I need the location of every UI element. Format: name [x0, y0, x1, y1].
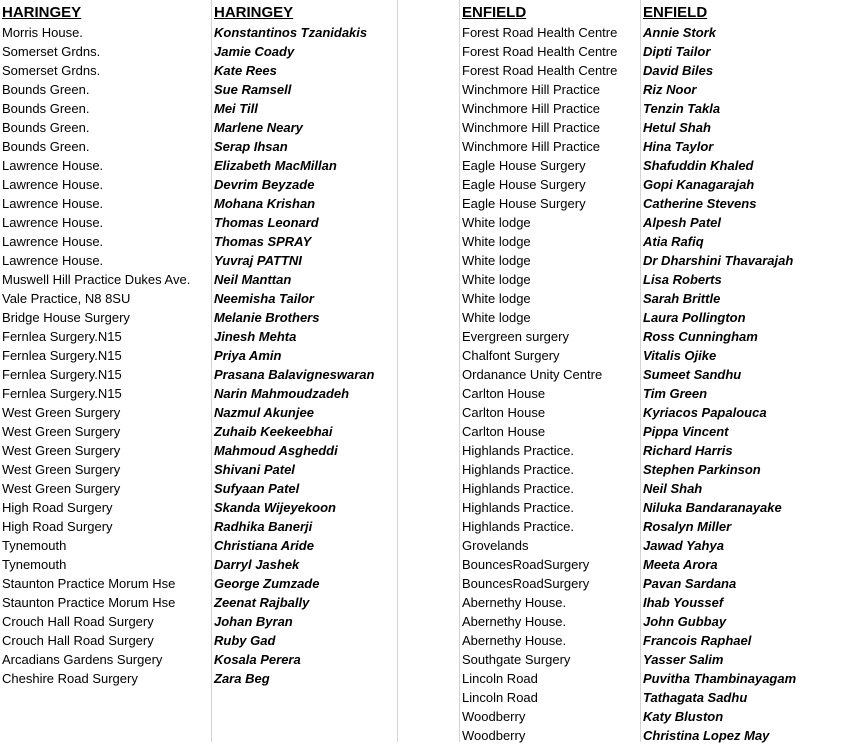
enfield-name-cell[interactable]: Lisa Roberts [643, 272, 722, 287]
haringey-name-cell[interactable]: Thomas Leonard [214, 215, 319, 230]
enfield-practice-cell[interactable]: Winchmore Hill Practice [462, 82, 600, 97]
enfield-name-cell[interactable]: Stephen Parkinson [643, 462, 761, 477]
haringey-name-cell[interactable]: Konstantinos Tzanidakis [214, 25, 368, 40]
enfield-name-cell[interactable]: Atia Rafiq [643, 234, 704, 249]
haringey-name-cell[interactable]: Thomas SPRAY [214, 234, 312, 249]
table-row [0, 688, 855, 707]
haringey-name-cell[interactable]: Zuhaib Keekeebhai [214, 424, 333, 439]
haringey-practice-cell[interactable]: Crouch Hall Road Surgery [2, 614, 154, 629]
column-header-enfield-practice[interactable]: ENFIELD [462, 4, 527, 21]
column-header-haringey-name[interactable]: HARINGEY [214, 4, 294, 21]
enfield-name-cell[interactable]: Francois Raphael [643, 633, 752, 648]
enfield-name-cell[interactable]: Rosalyn Miller [643, 519, 732, 534]
haringey-name-cell[interactable]: Jamie Coady [214, 44, 295, 59]
haringey-practice-cell[interactable]: Bounds Green. [2, 139, 90, 154]
enfield-practice-cell[interactable]: Chalfont Surgery [462, 348, 560, 363]
enfield-name-cell[interactable]: Ihab Youssef [643, 595, 724, 610]
haringey-name-cell[interactable] [212, 707, 398, 726]
table-row [0, 631, 855, 650]
table-row [0, 612, 855, 631]
enfield-name-cell[interactable]: Pippa Vincent [643, 424, 729, 439]
enfield-name-cell[interactable]: Tenzin Takla [643, 101, 721, 116]
enfield-name-cell[interactable]: Annie Stork [643, 25, 716, 40]
enfield-name-cell[interactable]: Neil Shah [643, 481, 703, 496]
haringey-name-cell[interactable]: Narin Mahmoudzadeh [214, 386, 350, 401]
haringey-practice-cell[interactable] [0, 688, 212, 707]
haringey-name-cell[interactable]: Skanda Wijeyekoon [214, 500, 336, 515]
haringey-name-cell[interactable]: Ruby Gad [214, 633, 276, 648]
haringey-practice-cell[interactable]: West Green Surgery [2, 443, 121, 458]
haringey-name-cell[interactable]: Prasana Balavigneswaran [214, 367, 375, 382]
haringey-practice-cell[interactable]: Muswell Hill Practice Dukes Ave. [2, 272, 191, 287]
haringey-practice-cell[interactable]: Vale Practice, N8 8SU [2, 291, 131, 306]
haringey-name-cell[interactable]: Kate Rees [214, 63, 277, 78]
enfield-name-cell[interactable]: Puvitha Thambinayagam [643, 671, 797, 686]
haringey-name-cell[interactable]: Yuvraj PATTNI [214, 253, 302, 268]
haringey-practice-cell[interactable]: Somerset Grdns. [2, 44, 101, 59]
enfield-name-cell[interactable]: Kyriacos Papalouca [643, 405, 767, 420]
table-row [0, 137, 855, 156]
table-row [0, 61, 855, 80]
column-header-enfield-name[interactable]: ENFIELD [643, 4, 708, 21]
haringey-name-cell[interactable]: Mohana Krishan [214, 196, 316, 211]
haringey-practice-cell[interactable]: Staunton Practice Morum Hse [2, 595, 176, 610]
haringey-name-cell[interactable]: Radhika Banerji [214, 519, 313, 534]
haringey-practice-cell[interactable]: Lawrence House. [2, 177, 104, 192]
haringey-practice-cell[interactable]: West Green Surgery [2, 481, 121, 496]
haringey-practice-cell[interactable]: Lawrence House. [2, 215, 104, 230]
table-row [0, 403, 855, 422]
haringey-practice-cell[interactable]: Tynemouth [2, 557, 67, 572]
table-row [0, 99, 855, 118]
enfield-name-cell[interactable]: Dr Dharshini Thavarajah [643, 253, 794, 268]
enfield-name-cell[interactable]: Sumeet Sandhu [643, 367, 742, 382]
haringey-name-cell[interactable]: Kosala Perera [214, 652, 301, 667]
enfield-name-cell[interactable]: Shafuddin Khaled [643, 158, 754, 173]
enfield-practice-cell[interactable]: Abernethy House. [462, 595, 567, 610]
enfield-name-cell[interactable]: Katy Bluston [643, 709, 724, 724]
table-row [0, 574, 855, 593]
haringey-name-cell[interactable]: Zeenat Rajbally [214, 595, 310, 610]
enfield-practice-cell[interactable]: Winchmore Hill Practice [462, 120, 600, 135]
haringey-practice-cell[interactable]: High Road Surgery [2, 519, 113, 534]
haringey-name-cell[interactable]: Mahmoud Asgheddi [214, 443, 338, 458]
enfield-practice-cell[interactable]: Highlands Practice. [462, 519, 574, 534]
haringey-practice-cell[interactable]: Somerset Grdns. [2, 63, 101, 78]
enfield-practice-cell[interactable]: Eagle House Surgery [462, 158, 586, 173]
enfield-name-cell[interactable]: Hetul Shah [643, 120, 711, 135]
table-row [0, 118, 855, 137]
enfield-practice-cell[interactable]: BouncesRoadSurgery [462, 557, 590, 572]
table-row [0, 156, 855, 175]
enfield-practice-cell[interactable]: White lodge [462, 291, 531, 306]
enfield-practice-cell[interactable]: Eagle House Surgery [462, 196, 586, 211]
table-row [0, 80, 855, 99]
enfield-practice-cell[interactable]: Winchmore Hill Practice [462, 101, 600, 116]
table-row [0, 327, 855, 346]
haringey-name-cell[interactable]: Neil Manttan [214, 272, 292, 287]
haringey-practice-cell[interactable]: Fernlea Surgery.N15 [2, 367, 122, 382]
haringey-name-cell[interactable]: Nazmul Akunjee [214, 405, 314, 420]
haringey-name-cell[interactable]: Melanie Brothers [214, 310, 320, 325]
haringey-name-cell[interactable]: George Zumzade [214, 576, 320, 591]
table-row [0, 726, 855, 745]
haringey-practice-cell[interactable]: Fernlea Surgery.N15 [2, 386, 122, 401]
enfield-name-cell[interactable]: Richard Harris [643, 443, 733, 458]
enfield-practice-cell[interactable]: Abernethy House. [462, 633, 567, 648]
enfield-name-cell[interactable]: John Gubbay [643, 614, 727, 629]
enfield-practice-cell[interactable]: Lincoln Road [462, 671, 538, 686]
haringey-practice-cell[interactable]: Bounds Green. [2, 101, 90, 116]
table-row [0, 650, 855, 669]
enfield-name-cell[interactable]: Tim Green [643, 386, 708, 401]
haringey-practice-cell[interactable]: West Green Surgery [2, 462, 121, 477]
enfield-name-cell[interactable]: Meeta Arora [643, 557, 718, 572]
enfield-practice-cell[interactable]: Evergreen surgery [462, 329, 569, 344]
enfield-practice-cell[interactable]: Highlands Practice. [462, 500, 574, 515]
enfield-practice-cell[interactable]: White lodge [462, 234, 531, 249]
haringey-practice-cell[interactable] [0, 726, 212, 745]
table-row [0, 213, 855, 232]
enfield-name-cell[interactable]: Christina Lopez May [643, 728, 770, 743]
enfield-practice-cell[interactable]: BouncesRoadSurgery [462, 576, 590, 591]
enfield-name-cell[interactable]: Sarah Brittle [643, 291, 721, 306]
enfield-practice-cell[interactable]: Woodberry [462, 728, 526, 743]
table-row [0, 365, 855, 384]
haringey-practice-cell[interactable]: Morris House. [2, 25, 83, 40]
enfield-name-cell[interactable]: Laura Pollington [643, 310, 746, 325]
haringey-practice-cell[interactable] [0, 707, 212, 726]
enfield-practice-cell[interactable]: Southgate Surgery [462, 652, 571, 667]
enfield-practice-cell[interactable]: Carlton House [462, 386, 546, 401]
enfield-practice-cell[interactable]: Forest Road Health Centre [462, 25, 618, 40]
haringey-practice-cell[interactable]: Arcadians Gardens Surgery [2, 652, 163, 667]
table-row [0, 441, 855, 460]
enfield-practice-cell[interactable]: White lodge [462, 310, 531, 325]
haringey-name-cell[interactable]: Christiana Aride [214, 538, 314, 553]
haringey-practice-cell[interactable]: Lawrence House. [2, 253, 104, 268]
table-row [0, 42, 855, 61]
enfield-practice-cell[interactable]: Carlton House [462, 405, 546, 420]
haringey-practice-cell[interactable]: Staunton Practice Morum Hse [2, 576, 176, 591]
haringey-practice-cell[interactable]: Bounds Green. [2, 120, 90, 135]
table-row [0, 669, 855, 688]
table-row [0, 707, 855, 726]
table-row [0, 593, 855, 612]
table-row [0, 23, 855, 42]
haringey-practice-cell[interactable]: Lawrence House. [2, 234, 104, 249]
column-header-haringey-practice[interactable]: HARINGEY [2, 4, 82, 21]
enfield-name-cell[interactable]: Riz Noor [643, 82, 697, 97]
enfield-practice-cell[interactable]: Woodberry [462, 709, 526, 724]
haringey-name-cell[interactable]: Sue Ramsell [214, 82, 292, 97]
haringey-practice-cell[interactable]: Cheshire Road Surgery [2, 671, 138, 686]
enfield-practice-cell[interactable]: Ordanance Unity Centre [462, 367, 603, 382]
haringey-practice-cell[interactable]: Fernlea Surgery.N15 [2, 348, 122, 363]
haringey-practice-cell[interactable]: West Green Surgery [2, 405, 121, 420]
enfield-name-cell[interactable]: Jawad Yahya [643, 538, 724, 553]
haringey-name-cell[interactable] [212, 688, 398, 707]
enfield-practice-cell[interactable]: Highlands Practice. [462, 443, 574, 458]
haringey-name-cell[interactable]: Darryl Jashek [214, 557, 300, 572]
enfield-name-cell[interactable]: Hina Taylor [643, 139, 714, 154]
table-row [0, 498, 855, 517]
enfield-practice-cell[interactable]: White lodge [462, 253, 531, 268]
table-row [0, 536, 855, 555]
enfield-practice-cell[interactable]: White lodge [462, 272, 531, 287]
table-row [0, 460, 855, 479]
table-row [0, 289, 855, 308]
haringey-practice-cell[interactable]: West Green Surgery [2, 424, 121, 439]
enfield-name-cell[interactable]: Ross Cunningham [643, 329, 758, 344]
table-row [0, 384, 855, 403]
table-row [0, 479, 855, 498]
haringey-practice-cell[interactable]: Tynemouth [2, 538, 67, 553]
haringey-practice-cell[interactable]: Bridge House Surgery [2, 310, 130, 325]
table-row [0, 175, 855, 194]
enfield-practice-cell[interactable]: Highlands Practice. [462, 481, 574, 496]
enfield-name-cell[interactable]: Catherine Stevens [643, 196, 757, 211]
enfield-name-cell[interactable]: Yasser Salim [643, 652, 724, 667]
enfield-practice-cell[interactable]: Forest Road Health Centre [462, 63, 618, 78]
enfield-practice-cell[interactable]: Abernethy House. [462, 614, 567, 629]
table-row [0, 346, 855, 365]
haringey-practice-cell[interactable]: Fernlea Surgery.N15 [2, 329, 122, 344]
haringey-practice-cell[interactable]: Lawrence House. [2, 196, 104, 211]
enfield-practice-cell[interactable]: Grovelands [462, 538, 529, 553]
table-row [0, 251, 855, 270]
haringey-name-cell[interactable]: Priya Amin [214, 348, 282, 363]
haringey-practice-cell[interactable]: Bounds Green. [2, 82, 90, 97]
enfield-name-cell[interactable]: Alpesh Patel [643, 215, 722, 230]
enfield-practice-cell[interactable]: Carlton House [462, 424, 546, 439]
enfield-name-cell[interactable]: Tathagata Sadhu [643, 690, 748, 705]
haringey-practice-cell[interactable]: Lawrence House. [2, 158, 104, 173]
enfield-name-cell[interactable]: Gopi Kanagarajah [643, 177, 755, 192]
enfield-practice-cell[interactable]: Lincoln Road [462, 690, 538, 705]
enfield-practice-cell[interactable]: Highlands Practice. [462, 462, 574, 477]
haringey-name-cell[interactable]: Zara Beg [214, 671, 270, 686]
table-row [0, 270, 855, 289]
enfield-practice-cell[interactable]: Forest Road Health Centre [462, 44, 618, 59]
table-row [0, 517, 855, 536]
enfield-practice-cell[interactable]: Winchmore Hill Practice [462, 139, 600, 154]
enfield-name-cell[interactable]: Dipti Tailor [643, 44, 711, 59]
enfield-name-cell[interactable]: Niluka Bandaranayake [643, 500, 782, 515]
haringey-name-cell[interactable]: Mei Till [214, 101, 258, 116]
haringey-name-cell[interactable]: Jinesh Mehta [214, 329, 297, 344]
haringey-name-cell[interactable]: Johan Byran [214, 614, 293, 629]
enfield-name-cell[interactable]: Pavan Sardana [643, 576, 737, 591]
table-row [0, 422, 855, 441]
table-row [0, 194, 855, 213]
enfield-name-cell[interactable]: Vitalis Ojike [643, 348, 717, 363]
enfield-name-cell[interactable]: David Biles [643, 63, 714, 78]
haringey-name-cell[interactable]: Sufyaan Patel [214, 481, 300, 496]
haringey-name-cell[interactable] [212, 726, 398, 745]
haringey-name-cell[interactable]: Marlene Neary [214, 120, 303, 135]
haringey-name-cell[interactable]: Devrim Beyzade [214, 177, 315, 192]
enfield-practice-cell[interactable]: Eagle House Surgery [462, 177, 586, 192]
haringey-name-cell[interactable]: Neemisha Tailor [214, 291, 314, 306]
haringey-practice-cell[interactable]: High Road Surgery [2, 500, 113, 515]
haringey-practice-cell[interactable]: Crouch Hall Road Surgery [2, 633, 154, 648]
table-row [0, 555, 855, 574]
haringey-name-cell[interactable]: Shivani Patel [214, 462, 295, 477]
haringey-name-cell[interactable]: Serap Ihsan [214, 139, 288, 154]
haringey-name-cell[interactable]: Elizabeth MacMillan [214, 158, 337, 173]
table-row [0, 232, 855, 251]
enfield-practice-cell[interactable]: White lodge [462, 215, 531, 230]
table-row [0, 308, 855, 327]
